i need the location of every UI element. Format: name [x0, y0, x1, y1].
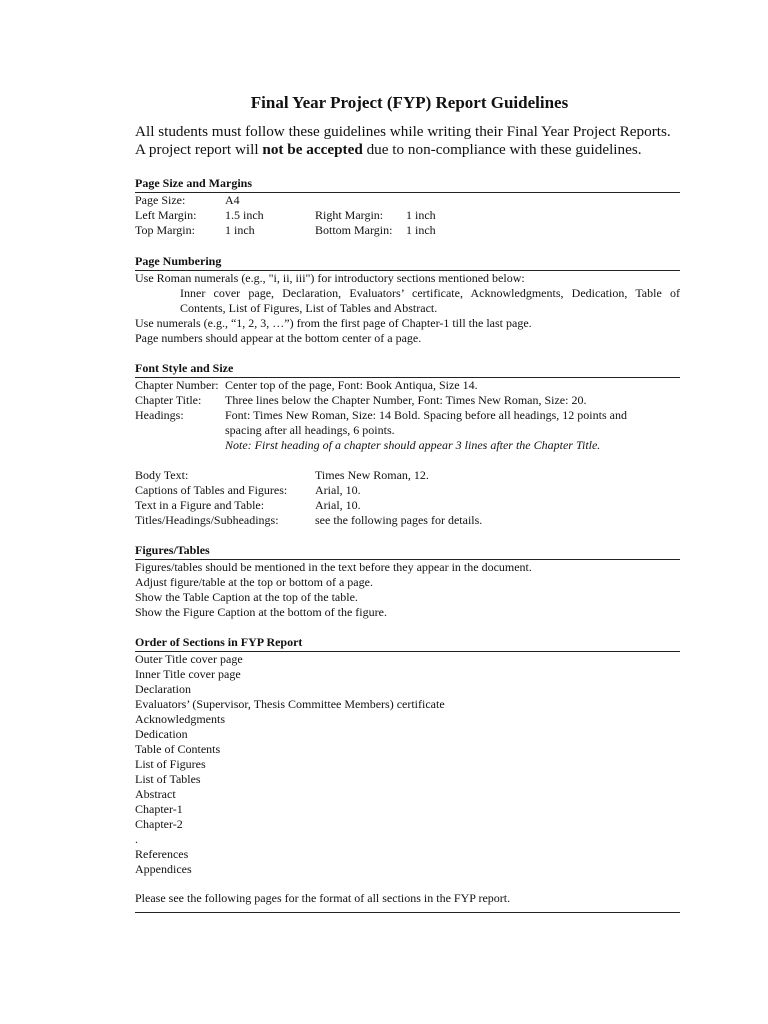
section-margins	[135, 176, 680, 238]
right-margin-label: Right Margin:	[315, 208, 384, 222]
page-title: Final Year Project (FYP) Report Guidelines	[250, 93, 569, 112]
section-heading-numbering: Page Numbering	[135, 254, 222, 268]
numbering-line-3: Page numbers should appear at the bottom center of a page.	[135, 331, 422, 345]
intro-line-2-post: due to non-compliance with these guidelines.	[362, 141, 642, 158]
margins-row-left-right	[135, 208, 680, 223]
section-heading-order: Order of Sections in FYP Report	[135, 635, 303, 649]
captions-value: Arial, 10.	[315, 483, 361, 497]
order-item: Declaration	[135, 682, 191, 696]
page-size-label: Page Size:	[135, 193, 186, 207]
top-margin-label: Top Margin:	[135, 223, 195, 237]
headings-value-2: spacing after all headings, 6 points.	[225, 423, 395, 437]
margins-row-page-size	[135, 193, 680, 208]
order-item: Evaluators’ (Supervisor, Thesis Committee Members) certificate	[135, 697, 445, 711]
order-item: .	[135, 832, 138, 846]
intro-paragraph	[135, 123, 680, 159]
captions-label: Captions of Tables and Figures:	[135, 483, 288, 497]
intro-line-2	[135, 141, 680, 159]
numbering-line-1: Use Roman numerals (e.g., "i, ii, iii") for introductory sections mentioned below:	[135, 271, 525, 285]
bottom-margin-value: 1 inch	[406, 223, 436, 237]
headings-value-1: Font: Times New Roman, Size: 14 Bold. Spacing before all headings, 12 points and	[225, 408, 627, 422]
order-footer-note: Please see the following pages for the format of all sections in the FYP report.	[135, 891, 511, 905]
order-item: Chapter-1	[135, 802, 183, 816]
fonts-row-body	[135, 468, 680, 483]
fonts-row-titles	[135, 513, 680, 528]
order-item: Outer Title cover page	[135, 652, 243, 666]
text-figure-value: Arial, 10.	[315, 498, 361, 512]
top-margin-value: 1 inch	[225, 223, 255, 237]
section-heading-fonts: Font Style and Size	[135, 361, 234, 375]
figures-line: Show the Figure Caption at the bottom of the figure.	[135, 605, 387, 619]
chapter-number-value: Center top of the page, Font: Book Antiqua, Size 14.	[225, 378, 478, 392]
figures-line: Adjust figure/table at the top or bottom of a page.	[135, 575, 373, 589]
order-item: Dedication	[135, 727, 188, 741]
margins-row-top-bottom	[135, 223, 680, 238]
chapter-title-label: Chapter Title:	[135, 393, 202, 407]
document-page	[135, 92, 680, 906]
chapter-title-value: Three lines below the Chapter Number, Font: Times New Roman, Size: 20.	[225, 393, 587, 407]
titles-value: see the following pages for details.	[315, 513, 483, 527]
order-item: References	[135, 847, 189, 861]
fonts-row-text-figure	[135, 498, 680, 513]
numbering-indent-text: Inner cover page, Declaration, Evaluators’ certificate, Acknowledgments, Dedication, Table of Contents, List of Figures, List of Tables and Abstract.	[180, 286, 680, 315]
order-item: List of Figures	[135, 757, 206, 771]
intro-line-1: All students must follow these guidelines while writing their Final Year Project Reports.	[135, 123, 671, 140]
section-numbering	[135, 254, 680, 346]
headings-note: Note: First heading of a chapter should appear 3 lines after the Chapter Title.	[225, 438, 601, 452]
body-text-label: Body Text:	[135, 468, 189, 482]
order-item: Table of Contents	[135, 742, 221, 756]
text-figure-label: Text in a Figure and Table:	[135, 498, 265, 512]
headings-label: Headings:	[135, 408, 184, 422]
intro-emphasis: not be accepted	[262, 141, 363, 158]
order-item: List of Tables	[135, 772, 201, 786]
order-item: Abstract	[135, 787, 176, 801]
numbering-line-2: Use numerals (e.g., “1, 2, 3, …”) from the first page of Chapter-1 till the last page.	[135, 316, 532, 330]
fonts-row-note	[135, 438, 680, 453]
bottom-divider	[135, 912, 680, 913]
order-item: Acknowledgments	[135, 712, 225, 726]
section-fonts	[135, 361, 680, 528]
left-margin-label: Left Margin:	[135, 208, 197, 222]
intro-line-2-pre: A project report will	[135, 141, 263, 158]
chapter-number-label: Chapter Number:	[135, 378, 219, 392]
page-size-value: A4	[225, 193, 240, 207]
fonts-row-chapter-number	[135, 378, 680, 393]
order-item: Appendices	[135, 862, 192, 876]
body-text-value: Times New Roman, 12.	[315, 468, 429, 482]
titles-label: Titles/Headings/Subheadings:	[135, 513, 279, 527]
section-heading-margins: Page Size and Margins	[135, 176, 252, 190]
section-order	[135, 635, 680, 906]
fonts-row-chapter-title	[135, 393, 680, 408]
fonts-row-captions	[135, 483, 680, 498]
bottom-margin-label: Bottom Margin:	[315, 223, 393, 237]
figures-line: Figures/tables should be mentioned in the text before they appear in the document.	[135, 560, 532, 574]
order-item: Inner Title cover page	[135, 667, 241, 681]
left-margin-value: 1.5 inch	[225, 208, 264, 222]
section-figures	[135, 543, 680, 620]
section-heading-figures: Figures/Tables	[135, 543, 210, 557]
order-item: Chapter-2	[135, 817, 183, 831]
figures-line: Show the Table Caption at the top of the table.	[135, 590, 358, 604]
fonts-row-headings	[135, 408, 680, 423]
right-margin-value: 1 inch	[406, 208, 436, 222]
fonts-row-headings-cont	[135, 423, 680, 438]
